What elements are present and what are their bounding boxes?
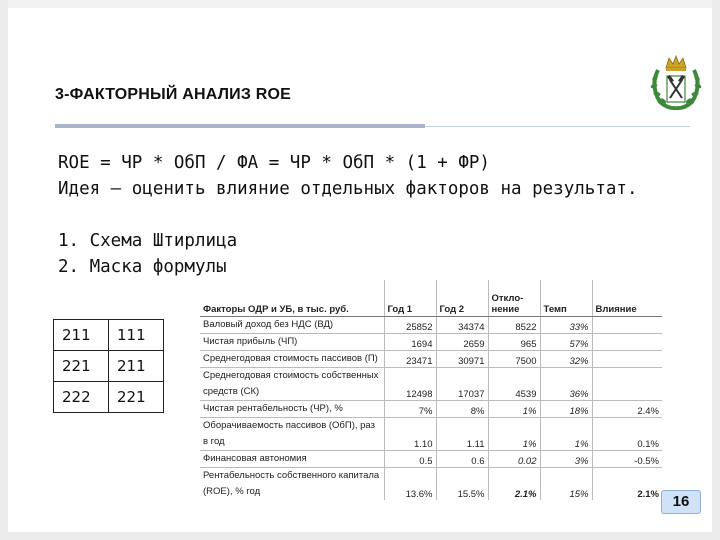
code-cell: 211 bbox=[54, 320, 109, 351]
header-factors: Факторы ОДР и УБ, в тыс. руб. bbox=[200, 280, 384, 317]
influence-value bbox=[592, 368, 662, 401]
year1-value: 23471 bbox=[384, 351, 436, 368]
factor-name: Рентабельность собственного капитала (ROE), % год bbox=[200, 468, 384, 501]
code-cell: 221 bbox=[109, 382, 164, 413]
page-number-badge: 16 bbox=[661, 490, 701, 514]
code-cell: 221 bbox=[54, 351, 109, 382]
rate-value: 36% bbox=[540, 368, 592, 401]
year1-value: 13.6% bbox=[384, 468, 436, 501]
year1-value: 25852 bbox=[384, 317, 436, 334]
year2-value: 30971 bbox=[436, 351, 488, 368]
table-row bbox=[200, 317, 662, 334]
table-row bbox=[200, 418, 662, 451]
year2-value: 15.5% bbox=[436, 468, 488, 501]
rate-value: 15% bbox=[540, 468, 592, 501]
influence-value: 0.1% bbox=[592, 418, 662, 451]
deviation-value: 4539 bbox=[488, 368, 540, 401]
year2-value: 17037 bbox=[436, 368, 488, 401]
influence-value: 2.4% bbox=[592, 401, 662, 418]
slide-title: 3-ФАКТОРНЫЙ АНАЛИЗ ROE bbox=[55, 86, 291, 103]
deviation-value: 1% bbox=[488, 401, 540, 418]
table-row bbox=[200, 468, 662, 501]
factor-table-image bbox=[200, 280, 662, 512]
factor-name: Чистая рентабельность (ЧР), % bbox=[200, 401, 384, 418]
deviation-value: 7500 bbox=[488, 351, 540, 368]
body-text bbox=[58, 150, 637, 280]
header-rate: Темп bbox=[540, 280, 592, 317]
year2-value: 8% bbox=[436, 401, 488, 418]
influence-value bbox=[592, 317, 662, 334]
deviation-value: 8522 bbox=[488, 317, 540, 334]
slide-frame-left bbox=[0, 0, 8, 540]
list-item-2: 2. Маска формулы bbox=[58, 257, 227, 277]
year1-value: 12498 bbox=[384, 368, 436, 401]
deviation-value: 965 bbox=[488, 334, 540, 351]
rate-value: 32% bbox=[540, 351, 592, 368]
header-influence: Влияние bbox=[592, 280, 662, 317]
code-cell: 111 bbox=[109, 320, 164, 351]
list-item-1: 1. Схема Штирлица bbox=[58, 231, 238, 251]
header-year2: Год 2 bbox=[436, 280, 488, 317]
code-row bbox=[54, 382, 164, 413]
influence-value: 2.1% bbox=[592, 468, 662, 501]
title-underline-thin bbox=[425, 126, 690, 127]
code-cell: 211 bbox=[109, 351, 164, 382]
blank-line bbox=[58, 202, 637, 228]
year1-value: 1.10 bbox=[384, 418, 436, 451]
deviation-value: 0.02 bbox=[488, 451, 540, 468]
year2-value: 2659 bbox=[436, 334, 488, 351]
code-table bbox=[53, 319, 164, 413]
factor-name: Среднегодовая стоимость пассивов (П) bbox=[200, 351, 384, 368]
factor-name: Чистая прибыль (ЧП) bbox=[200, 334, 384, 351]
rate-value: 3% bbox=[540, 451, 592, 468]
table-row bbox=[200, 334, 662, 351]
rate-value: 1% bbox=[540, 418, 592, 451]
year1-value: 7% bbox=[384, 401, 436, 418]
university-emblem-icon bbox=[648, 52, 704, 112]
year2-value: 34374 bbox=[436, 317, 488, 334]
slide-frame-right bbox=[712, 0, 720, 540]
influence-value: -0.5% bbox=[592, 451, 662, 468]
formula-line: ROE = ЧР * ОбП / ФА = ЧР * ОбП * (1 + ФР) bbox=[58, 153, 490, 173]
factor-table-header bbox=[200, 280, 662, 317]
year2-value: 0.6 bbox=[436, 451, 488, 468]
header-year1: Год 1 bbox=[384, 280, 436, 317]
header-deviation: Откло- нение bbox=[488, 280, 540, 317]
deviation-value: 2.1% bbox=[488, 468, 540, 501]
year2-value: 1.11 bbox=[436, 418, 488, 451]
influence-value bbox=[592, 351, 662, 368]
factor-name: Оборачиваемость пассивов (ОбП), раз в год bbox=[200, 418, 384, 451]
rate-value: 33% bbox=[540, 317, 592, 334]
table-row bbox=[200, 451, 662, 468]
factor-name: Среднегодовая стоимость собственных средств (СК) bbox=[200, 368, 384, 401]
title-underline bbox=[55, 124, 425, 128]
code-row bbox=[54, 351, 164, 382]
slide-frame-bottom bbox=[0, 532, 720, 540]
year1-value: 0.5 bbox=[384, 451, 436, 468]
factor-table bbox=[200, 280, 662, 500]
table-row bbox=[200, 368, 662, 401]
factor-name: Валовый доход без НДС (ВД) bbox=[200, 317, 384, 334]
deviation-value: 1% bbox=[488, 418, 540, 451]
code-cell: 222 bbox=[54, 382, 109, 413]
rate-value: 57% bbox=[540, 334, 592, 351]
influence-value bbox=[592, 334, 662, 351]
rate-value: 18% bbox=[540, 401, 592, 418]
table-row bbox=[200, 401, 662, 418]
year1-value: 1694 bbox=[384, 334, 436, 351]
idea-line: Идея – оценить влияние отдельных факторов на результат. bbox=[58, 179, 638, 199]
factor-name: Финансовая автономия bbox=[200, 451, 384, 468]
table-row bbox=[200, 351, 662, 368]
slide-frame-top bbox=[0, 0, 720, 8]
code-row bbox=[54, 320, 164, 351]
